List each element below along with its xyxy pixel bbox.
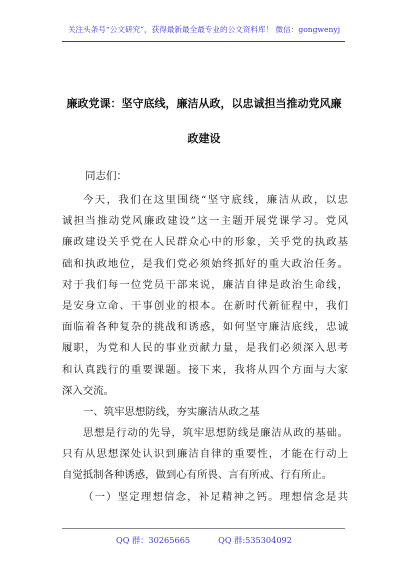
- greeting: 同志们：: [85, 170, 127, 182]
- body-line: 对于我们每一位党员干部来说，廉洁自律是政治生命线，: [62, 278, 348, 291]
- document-title-line-2: 政建设: [187, 132, 221, 145]
- body-line: 思想是行动的先导，筑牢思想防线是廉洁从政的基础。: [83, 427, 348, 440]
- body-line: （一）坚定理想信念，补足精神之钙。理想信念是共: [83, 490, 348, 503]
- header-divider: [62, 41, 345, 42]
- footer-qq-group-2: QQ 群:535304092: [218, 535, 292, 545]
- footer-qq-group-1: QQ 群：30265665: [116, 535, 191, 545]
- body-line: 深入交流。: [62, 384, 114, 397]
- body-line: 今天，我们在这里围绕“坚守底线，廉洁从政，以忠: [83, 194, 348, 206]
- section-heading: 一、筑牢思想防线，夯实廉洁从政之基: [83, 405, 260, 418]
- body-line: 是安身立命、干事创业的根本。在新时代新征程中，我们: [62, 299, 348, 312]
- body-line: 履职，为党和人民的事业贡献力量，是我们必须深入思考: [62, 342, 348, 355]
- footer: [0, 535, 408, 546]
- body-line: 面临着各种复杂的挑战和诱惑，如何坚守廉洁底线，忠诚: [62, 321, 348, 334]
- header-note: 关注头条号“公文研究”，获得最新最全最专业的公文资料库！ 微信：gongwenyj: [67, 25, 341, 34]
- body-line: 础和执政地位，是我们党必须始终抓好的重大政治任务。: [62, 257, 348, 270]
- body-line: 和认真践行的重要课题。接下来，我将从四个方面与大家: [62, 363, 348, 376]
- body-line: 自觉抵制各种诱惑，做到心有所畏、言有所戒、行有所止。: [62, 469, 333, 482]
- footer-divider: [62, 528, 345, 529]
- body-line: 廉政建设关乎党在人民群众心中的形象，关乎党的执政基: [62, 236, 348, 249]
- document-body: [62, 190, 348, 508]
- document-title-line-1: 廉政党课：坚守底线，廉洁从政，以忠诚担当推动党风廉: [66, 97, 342, 110]
- body-line: 只有从思想深处认识到廉洁自律的重要性，才能在行动上: [62, 448, 348, 461]
- body-line: 诚担当推动党风廉政建设”这一主题开展党课学习。党风: [62, 215, 348, 228]
